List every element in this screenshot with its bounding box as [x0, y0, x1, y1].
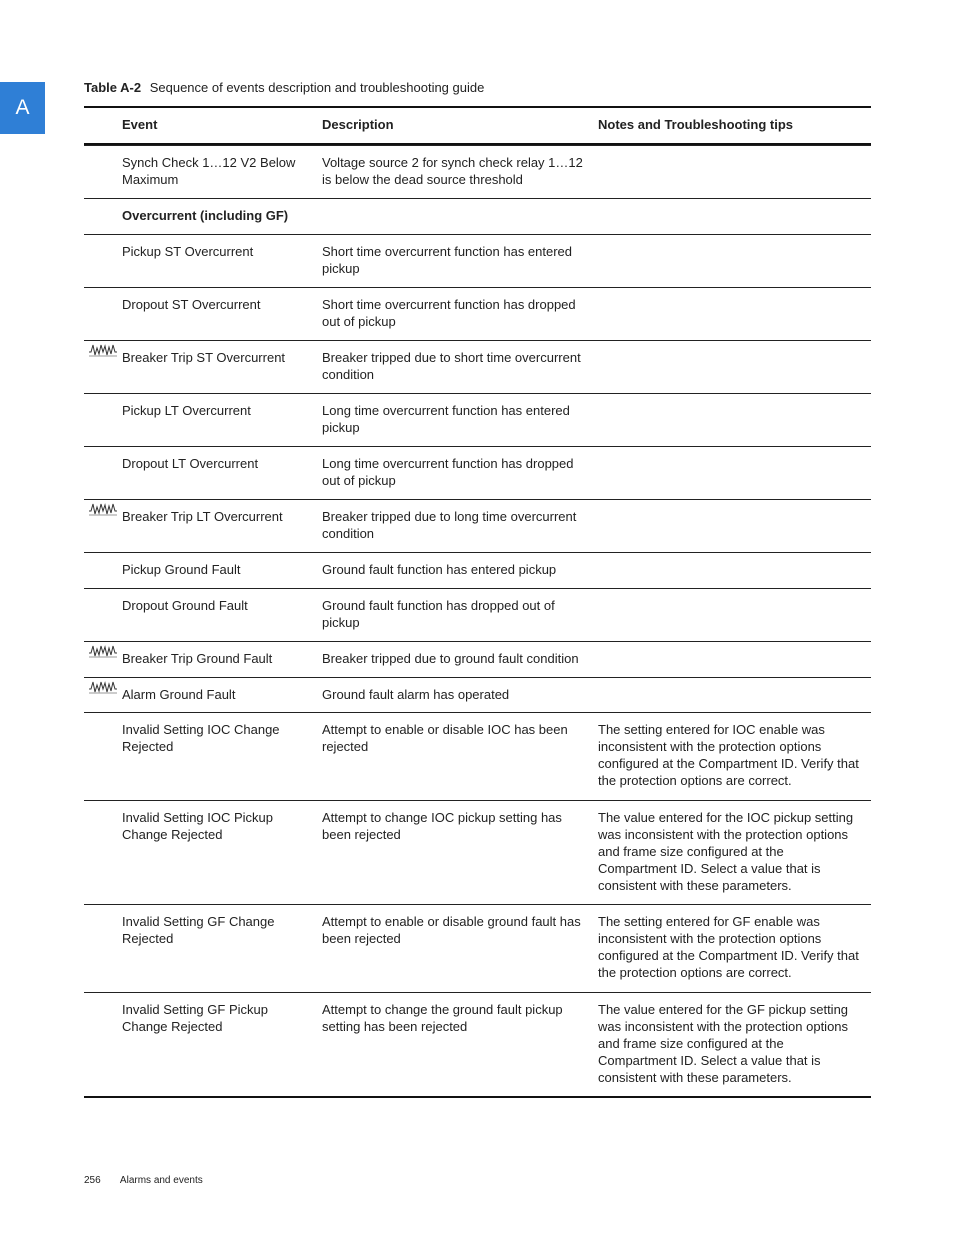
table-body — [84, 145, 871, 1096]
notes-cell — [598, 500, 871, 552]
table-row — [84, 588, 871, 641]
event-cell: Overcurrent (including GF) — [122, 208, 289, 223]
trip-waveform-icon — [89, 343, 117, 361]
event-cell: Synch Check 1…12 V2 Below Maximum — [122, 155, 296, 187]
header-notes: Notes and Troubleshooting tips — [598, 117, 793, 132]
table-caption-text: Sequence of events description and troubleshooting guide — [149, 80, 485, 95]
description-cell: Attempt to change IOC pickup setting has been rejected — [322, 810, 562, 842]
table-row — [84, 904, 871, 992]
trip-waveform-icon — [89, 680, 117, 698]
header-event: Event — [122, 117, 158, 132]
notes-cell — [598, 235, 871, 287]
event-cell: Pickup Ground Fault — [122, 562, 241, 577]
description-cell: Ground fault function has entered pickup — [322, 562, 557, 577]
table-row — [84, 641, 871, 677]
header-description: Description — [322, 117, 394, 132]
appendix-letter: A — [15, 96, 30, 119]
notes-cell: The setting entered for IOC enable was inconsistent with the protection options configured at the Compartment ID. Verify that the protection options are correct. — [598, 722, 859, 788]
appendix-tab — [0, 82, 45, 134]
description-cell: Attempt to enable or disable IOC has been rejected — [322, 722, 568, 754]
table-row — [84, 287, 871, 340]
event-cell: Invalid Setting GF Change Rejected — [122, 914, 275, 946]
notes-cell — [598, 447, 871, 499]
table-row — [84, 234, 871, 287]
event-cell: Pickup LT Overcurrent — [122, 403, 251, 418]
event-cell: Breaker Trip LT Overcurrent — [122, 509, 283, 524]
event-cell: Invalid Setting IOC Pickup Change Rejected — [122, 810, 274, 842]
notes-cell — [598, 341, 871, 393]
table-row — [84, 499, 871, 552]
event-cell: Breaker Trip ST Overcurrent — [122, 350, 286, 365]
event-cell: Dropout ST Overcurrent — [122, 297, 261, 312]
event-cell: Alarm Ground Fault — [122, 687, 236, 702]
table-row — [84, 552, 871, 588]
table-row — [84, 677, 871, 712]
table-row — [84, 992, 871, 1096]
event-cell: Dropout LT Overcurrent — [122, 456, 259, 471]
table-header-row — [84, 108, 871, 145]
event-cell: Pickup ST Overcurrent — [122, 244, 254, 259]
table-caption — [84, 80, 484, 95]
page-number: 256 — [84, 1175, 101, 1186]
table-caption-label: Table A-2 — [84, 80, 142, 95]
page-footer — [84, 1175, 203, 1186]
event-cell: Invalid Setting IOC Change Rejected — [122, 722, 280, 754]
notes-cell — [598, 394, 871, 446]
table-row — [84, 800, 871, 904]
description-cell: Voltage source 2 for synch check relay 1…12 is below the dead source threshold — [322, 155, 583, 187]
table-row — [84, 198, 871, 234]
notes-cell: The value entered for the GF pickup setting was inconsistent with the protection options and frame size configured at the Compartment ID. Select a value that is consistent with these parameters. — [598, 1002, 849, 1085]
notes-cell: The setting entered for GF enable was inconsistent with the protection options configured at the Compartment ID. Verify that the protection options are correct. — [598, 914, 859, 980]
notes-cell — [598, 146, 871, 198]
trip-waveform-icon — [89, 502, 117, 520]
notes-cell — [598, 678, 871, 712]
description-cell: Long time overcurrent function has dropped out of pickup — [322, 456, 574, 488]
description-cell: Breaker tripped due to short time overcurrent condition — [322, 350, 581, 382]
description-cell: Attempt to change the ground fault pickup setting has been rejected — [322, 1002, 563, 1034]
table-row — [84, 393, 871, 446]
description-cell: Short time overcurrent function has dropped out of pickup — [322, 297, 576, 329]
description-cell: Long time overcurrent function has entered pickup — [322, 403, 570, 435]
notes-cell — [598, 553, 871, 588]
description-cell: Ground fault function has dropped out of pickup — [322, 598, 555, 630]
trip-waveform-icon — [89, 644, 117, 662]
events-table — [84, 106, 871, 1098]
notes-cell — [598, 642, 871, 677]
description-cell: Breaker tripped due to ground fault condition — [322, 651, 579, 666]
description-cell — [322, 199, 598, 234]
event-cell: Invalid Setting GF Pickup Change Rejected — [122, 1002, 268, 1034]
notes-cell — [598, 199, 871, 234]
description-cell: Breaker tripped due to long time overcurrent condition — [322, 509, 577, 541]
event-cell: Breaker Trip Ground Fault — [122, 651, 273, 666]
table-row — [84, 446, 871, 499]
description-cell: Ground fault alarm has operated — [322, 687, 510, 702]
footer-section: Alarms and events — [119, 1175, 203, 1186]
description-cell: Attempt to enable or disable ground fault has been rejected — [322, 914, 581, 946]
notes-cell — [598, 589, 871, 641]
table-row — [84, 340, 871, 393]
notes-cell: The value entered for the IOC pickup setting was inconsistent with the protection options and frame size configured at the Compartment ID. Select a value that is consistent with these parameters. — [598, 810, 854, 893]
table-row — [84, 145, 871, 198]
notes-cell — [598, 288, 871, 340]
event-cell: Dropout Ground Fault — [122, 598, 248, 613]
table-row — [84, 712, 871, 800]
description-cell: Short time overcurrent function has entered pickup — [322, 244, 573, 276]
